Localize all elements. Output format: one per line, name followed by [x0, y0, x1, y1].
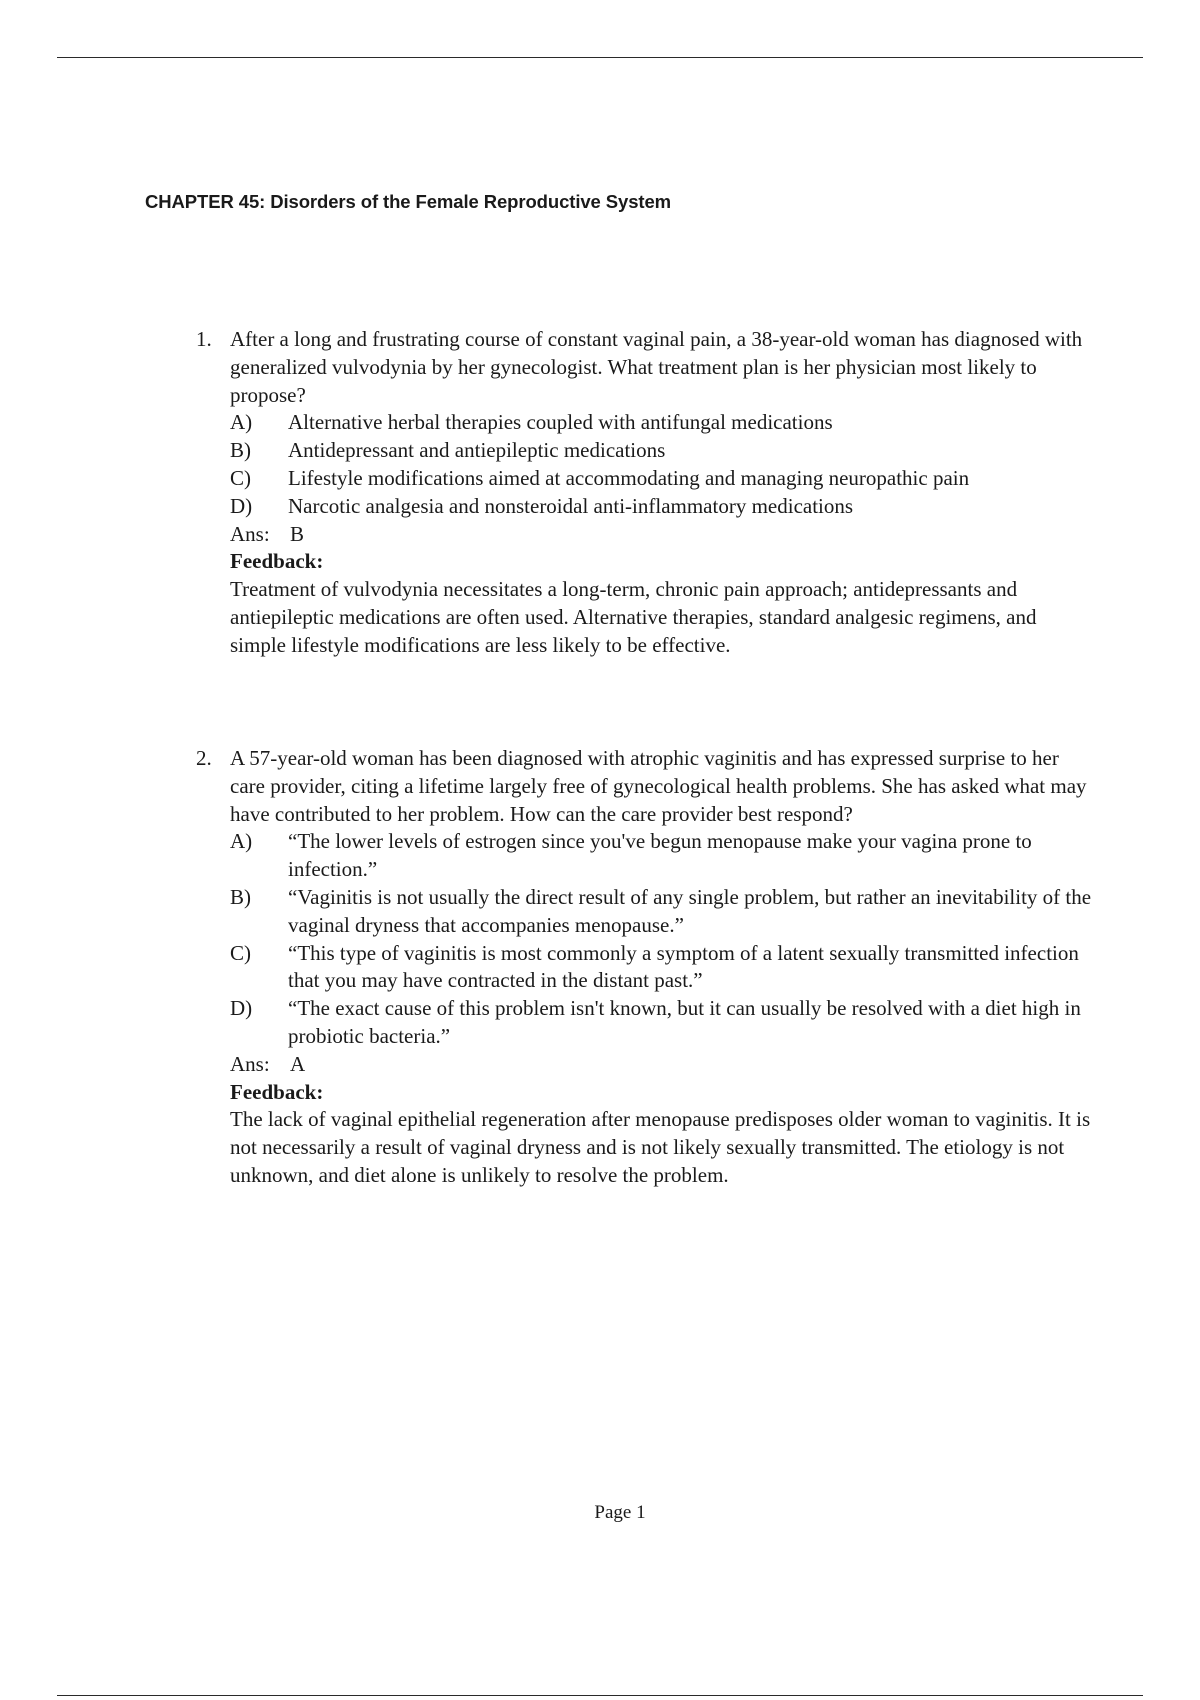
option-letter: D) [230, 493, 253, 518]
question-content [230, 326, 1096, 660]
question-stem: After a long and frustrating course of constant vaginal pain, a 38-year-old woman has diagnosed with generalized vulvodynia by her gynecologist. What treatment plan is her physician most likely to propose? [230, 327, 1083, 407]
page-number: Page 1 [594, 1502, 646, 1523]
option-d [230, 995, 1096, 1051]
top-rule [57, 57, 1143, 58]
option-c [230, 940, 1096, 996]
option-text: Lifestyle modifications aimed at accommodating and managing neuropathic pain [288, 465, 970, 490]
option-b [230, 884, 1096, 940]
answer-value: B [290, 521, 305, 546]
question-header [196, 326, 1096, 660]
option-text: Narcotic analgesia and nonsteroidal anti-inflammatory medications [288, 493, 854, 518]
question-2 [196, 745, 1096, 1190]
question-content [230, 745, 1096, 1190]
option-a [230, 409, 1096, 437]
question-number: 2. [196, 746, 212, 770]
option-letter: B) [230, 438, 251, 463]
feedback-heading: Feedback: [230, 1079, 324, 1104]
option-list [230, 828, 1096, 1050]
answer-value: A [290, 1051, 306, 1076]
question-stem: A 57-year-old woman has been diagnosed with atrophic vaginitis and has expressed surprise to her care provider, citing a lifetime largely free of gynecological health problems. She has asked what may have contributed to her problem. How can the care provider best respond? [230, 746, 1087, 826]
option-text: Alternative herbal therapies coupled with antifungal medications [288, 410, 833, 435]
option-letter: A) [230, 410, 253, 435]
option-text: “Vaginitis is not usually the direct result of any single problem, but rather an inevitability of the vaginal dryness that accompanies menopause.” [288, 884, 1092, 937]
option-letter: C) [230, 940, 251, 965]
bottom-rule [57, 1695, 1143, 1696]
option-text: “This type of vaginitis is most commonly a symptom of a latent sexually transmitted infection that you may have contracted in the distant past.” [288, 940, 1079, 993]
option-a [230, 828, 1096, 884]
option-c [230, 465, 1096, 493]
option-letter: B) [230, 884, 251, 909]
option-text: “The lower levels of estrogen since you've begun menopause make your vagina prone to infection.” [288, 829, 1032, 882]
option-text: “The exact cause of this problem isn't known, but it can usually be resolved with a diet high in probiotic bacteria.” [288, 996, 1081, 1048]
answer-line [230, 521, 1096, 549]
option-b [230, 437, 1096, 465]
answer-label: Ans: [230, 521, 270, 546]
feedback-heading: Feedback: [230, 549, 324, 574]
option-d [230, 493, 1096, 521]
question-header [196, 745, 1096, 1190]
answer-line [230, 1051, 1096, 1079]
answer-label: Ans: [230, 1051, 270, 1076]
option-list [230, 409, 1096, 520]
question-number: 1. [196, 327, 212, 351]
chapter-title: CHAPTER 45: Disorders of the Female Reproductive System [145, 191, 672, 212]
feedback-text: Treatment of vulvodynia necessitates a long-term, chronic pain approach; antidepressants and antiepileptic medications are often used. Alternative therapies, standard analgesic regimens, and simple lifestyle modifications are less likely to be effective. [230, 577, 1037, 657]
option-letter: C) [230, 465, 251, 490]
option-letter: D) [230, 996, 253, 1021]
question-1 [196, 326, 1096, 660]
option-text: Antidepressant and antiepileptic medications [288, 438, 666, 463]
feedback-text: The lack of vaginal epithelial regeneration after menopause predisposes older woman to vaginitis. It is not necessarily a result of vaginal dryness and is not likely sexually transmitted. The etiology is not unknown, and diet alone is unlikely to resolve the problem. [230, 1107, 1091, 1187]
option-letter: A) [230, 829, 253, 854]
